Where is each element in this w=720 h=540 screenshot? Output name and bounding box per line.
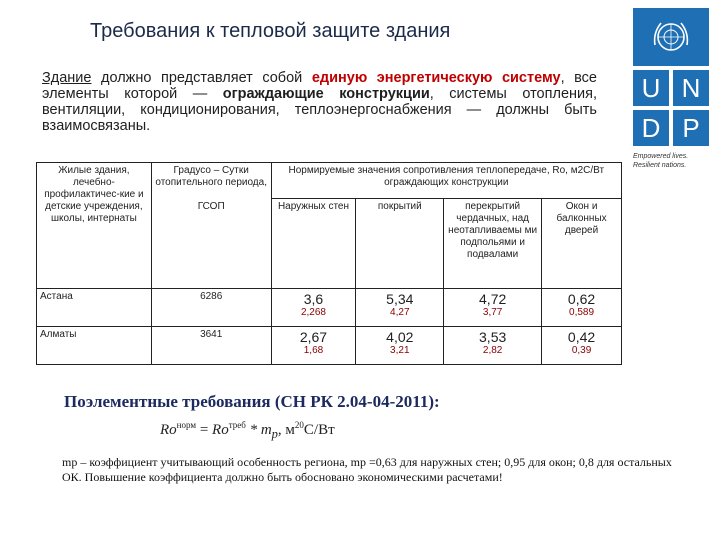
value-cell: 2,67 1,68 [271,327,356,365]
logo-tagline: Empowered lives. Resilient nations. [633,153,689,169]
formula: $Ro^{норм} = Ro^{треб} * m_p$, $м^{20}С/Вт$ [160,420,335,441]
header-roofs: покрытий [356,199,444,289]
logo-letter-p: P [673,110,709,146]
value-cell: 4,02 3,21 [356,327,444,365]
header-gsop: Градусо – Сутки отопительного периода, ГСОП [151,163,271,289]
intro-term-energy-system: единую энергетическую систему [311,70,561,86]
table-row [37,327,622,365]
logo-letter-n: N [673,70,709,106]
value-cell: 4,72 3,77 [444,289,542,327]
gsop-cell: 3641 [151,327,271,365]
intro-paragraph: Здание должно представляет собой единую энергетическую систему, все элементы которой — ограждающие конструкции, системы отопления, вентиляции, кондиционирования, теплоэнергоснабжения — должны быть взаимосвязаны. [42,70,597,134]
intro-term-envelope: ограждающие конструкции [222,86,430,102]
value-cell: 5,34 4,27 [356,289,444,327]
header-building-type: Жилые здания, лечебно-профилактичес-кие и детские учреждения, школы, интернаты [37,163,152,289]
coefficient-note: mр – коэффициент учитывающий особенность региона, mр =0,63 для наружных стен; 0,95 для окон; 0,8 для остальных ОК. Повышение коэффициента должно быть обосновано экономическими расчетами! [62,455,672,484]
header-walls: Наружных стен [271,199,356,289]
table-row [37,289,622,327]
header-resistance-group: Нормируемые значения сопротивления теплопередаче, Ro, м2С/Вт ограждающих конструкции [271,163,621,199]
intro-term-building: Здание [42,70,92,86]
header-windows: Окон и балконных дверей [542,199,622,289]
city-cell: Алматы [37,327,152,365]
logo-letter-u: U [633,70,669,106]
logo-letter-d: D [633,110,669,146]
slide-title: Требования к тепловой защите здания [90,20,451,42]
value-cell: 0,42 0,39 [542,327,622,365]
undp-logo [633,8,709,170]
value-cell: 3,6 2,268 [271,289,356,327]
gsop-cell: 6286 [151,289,271,327]
value-cell: 0,62 0,589 [542,289,622,327]
city-cell: Астана [37,289,152,327]
header-floors: перекрытий чердачных, над неотапливаемы ми подпольями и подвалами [444,199,542,289]
section-subtitle: Поэлементные требования (СН РК 2.04-04-2011): [64,392,440,411]
value-cell: 3,53 2,82 [444,327,542,365]
un-emblem-icon [633,8,709,66]
requirements-table [36,162,622,365]
